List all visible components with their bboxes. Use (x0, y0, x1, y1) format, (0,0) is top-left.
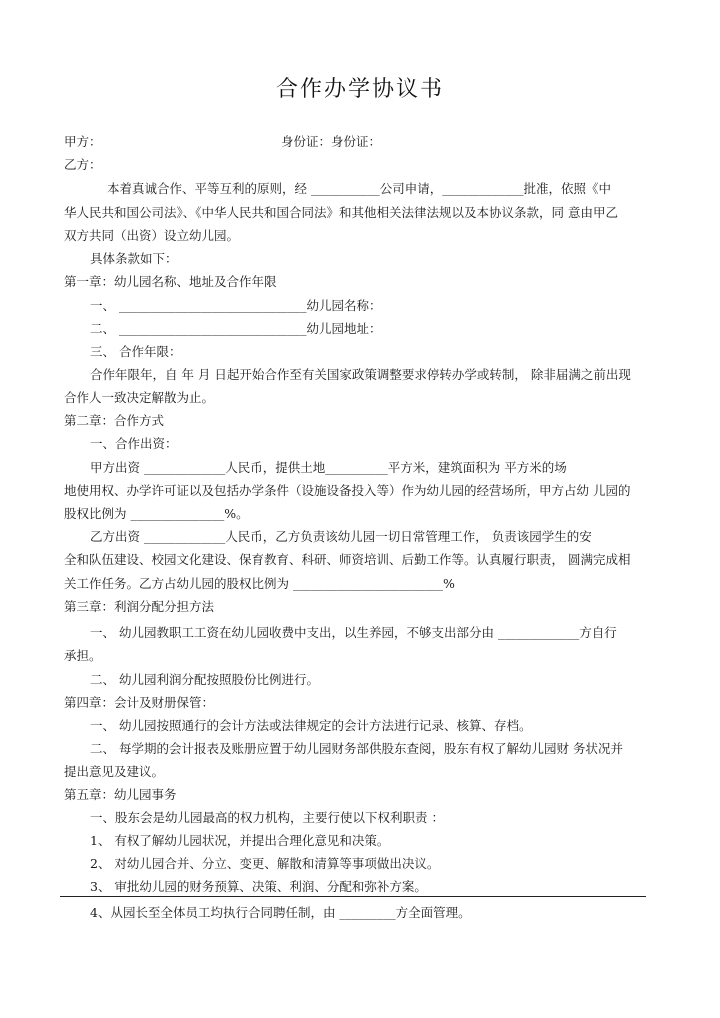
list-item: 2、 对幼儿园合并、分立、变更、解散和清算等事项做出决议。 (90, 856, 440, 871)
list-item: 一、合作出资： (90, 436, 178, 451)
list-item: 4、从园长至全体员工均执行合同聘任制，由 _________方全面管理。 (90, 905, 471, 920)
document-title: 合作办学协议书 (275, 77, 444, 102)
paragraph-line: 关工作任务。乙方占幼儿园的股权比例为 ________________________% (64, 576, 455, 591)
paragraph-line: 合作年限年，自 年 月 日起开始合作至有关国家政策调整要求停转办学或转制， 除非届满之前出现 (90, 367, 631, 382)
paragraph-line: 承担。 (64, 648, 102, 663)
id-card-label: 身份证：身份证： (281, 134, 382, 149)
divider-line (60, 896, 646, 897)
paragraph-line: 全和队伍建设、校园文化建设、保育教育、科研、师资培训、后勤工作等。认真履行职责， 圆满完成相 (64, 552, 631, 567)
paragraph-line: 地使用权、办学许可证以及包括办学条件（设施设备投入等）作为幼儿园的经营场所，甲方占幼 儿园的 (64, 483, 631, 498)
list-item: 3、 审批幼儿园的财务预算、决策、利润、分配和弥补方案。 (90, 879, 427, 894)
paragraph-line: 乙方出资 _____________人民币，乙方负责该幼儿园一切日常管理工作， 负责该园学生的安 (90, 529, 592, 544)
list-item: 一、 ______________________________幼儿园名称： (90, 298, 382, 313)
list-item: 一、 幼儿园按照通行的会计方法或法律规定的会计方法进行记录、核算、存档。 (90, 718, 532, 733)
chapter-heading: 第一章：幼儿园名称、地址及合作年限 (64, 274, 277, 289)
paragraph-line: 本着真诚合作、平等互利的原则，经 ___________公司申请，_____________批准，依照《中 (107, 181, 611, 196)
paragraph-line: 华人民共和国公司法》、《中华人民共和国合同法》和其他相关法律法规以及本协议条款，同 意由甲乙 (64, 205, 618, 220)
list-item: 三、 合作年限： (90, 344, 182, 359)
paragraph-line: 提出意见及建议。 (64, 764, 165, 779)
list-item: 二、 ______________________________幼儿园地址： (90, 321, 382, 336)
paragraph-line: 双方共同（出资）设立幼儿园。 (64, 228, 240, 243)
party-b-label: 乙方： (64, 157, 102, 172)
list-item: 一、股东会是幼儿园最高的权力机构，主要行使以下权利职责 ： (90, 810, 444, 825)
party-a-label: 甲方： (64, 134, 102, 149)
list-item: 1、 有权了解幼儿园状况，并提出合理化意见和决策。 (90, 833, 390, 848)
paragraph-line: 合作人一致决定解散为止。 (64, 390, 215, 405)
chapter-heading: 第二章：合作方式 (64, 413, 165, 428)
list-item: 二、 每学期的会计报表及账册应置于幼儿园财务部供股东查阅，股东有权了解幼儿园财 务状况并 (90, 741, 623, 756)
list-item: 二、 幼儿园利润分配按照股份比例进行。 (90, 672, 319, 687)
chapter-heading: 第四章：会计及财册保管： (64, 695, 215, 710)
paragraph-line: 股权比例为 _______________%。 (64, 506, 249, 521)
paragraph-line: 具体条款如下： (90, 251, 178, 266)
chapter-heading: 第三章：利润分配分担方法 (64, 599, 215, 614)
list-item: 一、 幼儿园教职工工资在幼儿园收费中支出，以生养园，不够支出部分由 _____________方自行 (90, 625, 617, 640)
chapter-heading: 第五章：幼儿园事务 (64, 787, 177, 802)
paragraph-line: 甲方出资 _____________人民币，提供土地__________平方米，建筑面积为 平方米的场 (90, 460, 567, 475)
